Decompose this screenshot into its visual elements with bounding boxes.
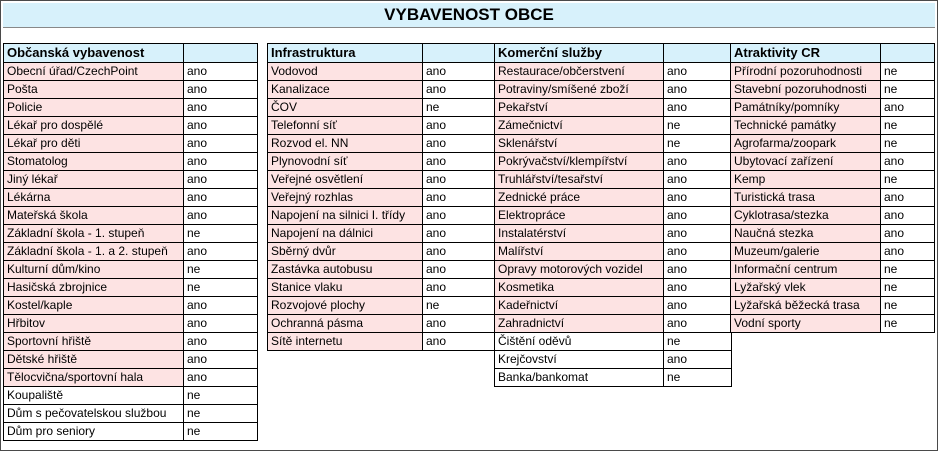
item-label-cell[interactable]: Napojení na silnici I. třídy — [268, 207, 423, 225]
item-value-cell[interactable]: ne — [184, 387, 258, 405]
item-value-cell[interactable]: ano — [184, 315, 258, 333]
table-row — [4, 225, 258, 243]
table-row — [731, 261, 935, 279]
item-value-cell[interactable]: ano — [184, 81, 258, 99]
item-value-cell[interactable]: ano — [184, 153, 258, 171]
item-label-cell[interactable]: Stanice vlaku — [268, 279, 423, 297]
item-value-cell[interactable]: ano — [664, 99, 732, 117]
section-header-value-cell[interactable] — [184, 44, 258, 63]
item-value-cell[interactable]: ano — [423, 81, 496, 99]
table-row — [268, 297, 496, 315]
table-row — [731, 297, 935, 315]
table-row — [4, 153, 258, 171]
table-row — [495, 243, 732, 261]
table-row — [731, 315, 935, 333]
table-row — [495, 369, 732, 387]
item-value-cell[interactable]: ano — [881, 207, 935, 225]
item-label-cell[interactable]: Koupaliště — [4, 387, 184, 405]
item-value-cell[interactable]: ne — [881, 81, 935, 99]
item-label-cell[interactable]: Zednické práce — [495, 189, 664, 207]
sheet-title: VYBAVENOST OBCE — [3, 3, 935, 28]
item-label-cell[interactable]: Sportovní hřiště — [4, 333, 184, 351]
item-label-cell[interactable]: Základní škola - 1. stupeň — [4, 225, 184, 243]
item-label-cell[interactable]: Telefonní síť — [268, 117, 423, 135]
table-row — [4, 423, 258, 441]
table-row — [268, 63, 496, 81]
table-row — [268, 279, 496, 297]
item-value-cell[interactable]: ano — [423, 171, 496, 189]
table-row — [268, 315, 496, 333]
item-value-cell[interactable]: ne — [184, 405, 258, 423]
table-row — [4, 315, 258, 333]
item-label-cell[interactable]: Policie — [4, 99, 184, 117]
item-label-cell[interactable]: Instalatérství — [495, 225, 664, 243]
table-row — [4, 297, 258, 315]
section-header-value-cell[interactable] — [423, 44, 496, 63]
table-row — [731, 225, 935, 243]
table-row — [495, 333, 732, 351]
item-value-cell[interactable]: ne — [881, 315, 935, 333]
section-header[interactable]: Občanská vybavenost — [4, 44, 184, 63]
item-label-cell[interactable]: Agrofarma/zoopark — [731, 135, 881, 153]
section-table — [3, 43, 258, 441]
item-value-cell[interactable]: ano — [423, 333, 496, 351]
item-label-cell[interactable]: Kemp — [731, 171, 881, 189]
table-row — [731, 63, 935, 81]
table-row — [495, 117, 732, 135]
item-value-cell[interactable]: ano — [664, 171, 732, 189]
item-label-cell[interactable]: Dům s pečovatelskou službou — [4, 405, 184, 423]
item-label-cell[interactable]: Pokrývačství/klempířství — [495, 153, 664, 171]
section-table — [730, 43, 935, 333]
item-value-cell[interactable]: ano — [423, 279, 496, 297]
table-row — [4, 351, 258, 369]
item-label-cell[interactable]: Pošta — [4, 81, 184, 99]
item-label-cell[interactable]: Turistická trasa — [731, 189, 881, 207]
item-label-cell[interactable]: Muzeum/galerie — [731, 243, 881, 261]
item-label-cell[interactable]: Banka/bankomat — [495, 369, 664, 387]
table-row — [495, 99, 732, 117]
item-value-cell[interactable]: ne — [664, 333, 732, 351]
item-value-cell[interactable]: ano — [881, 99, 935, 117]
section-header-row — [495, 44, 732, 63]
item-value-cell[interactable]: ne — [184, 279, 258, 297]
table-row — [495, 207, 732, 225]
table-row — [268, 171, 496, 189]
item-label-cell[interactable]: Hasičská zbrojnice — [4, 279, 184, 297]
table-row — [731, 279, 935, 297]
table-row — [731, 117, 935, 135]
item-value-cell[interactable]: ano — [184, 297, 258, 315]
table-row — [731, 171, 935, 189]
item-value-cell[interactable]: ano — [423, 315, 496, 333]
table-row — [4, 81, 258, 99]
table-row — [495, 279, 732, 297]
table-row — [268, 225, 496, 243]
item-value-cell[interactable]: ano — [184, 117, 258, 135]
item-label-cell[interactable]: Restaurace/občerstvení — [495, 63, 664, 81]
table-row — [731, 243, 935, 261]
table-row — [268, 135, 496, 153]
item-label-cell[interactable]: Veřejné osvětlení — [268, 171, 423, 189]
item-label-cell[interactable]: Ochranná pásma — [268, 315, 423, 333]
item-value-cell[interactable]: ano — [423, 243, 496, 261]
section-header-row — [731, 44, 935, 63]
item-value-cell[interactable]: ano — [184, 333, 258, 351]
item-label-cell[interactable]: Zámečnictví — [495, 117, 664, 135]
item-value-cell[interactable]: ano — [664, 63, 732, 81]
item-value-cell[interactable]: ne — [881, 63, 935, 81]
item-label-cell[interactable]: Technické památky — [731, 117, 881, 135]
item-label-cell[interactable]: Rozvojové plochy — [268, 297, 423, 315]
item-label-cell[interactable]: Lékárna — [4, 189, 184, 207]
item-label-cell[interactable]: Přírodní pozoruhodnosti — [731, 63, 881, 81]
table-row — [268, 189, 496, 207]
item-label-cell[interactable]: Ubytovací zařízení — [731, 153, 881, 171]
item-value-cell[interactable]: ne — [881, 171, 935, 189]
section-header[interactable]: Atraktivity CR — [731, 44, 881, 63]
item-value-cell[interactable]: ano — [423, 225, 496, 243]
item-value-cell[interactable]: ano — [881, 189, 935, 207]
item-label-cell[interactable]: Kulturní dům/kino — [4, 261, 184, 279]
item-label-cell[interactable]: Truhlářství/tesařství — [495, 171, 664, 189]
item-label-cell[interactable]: Kosmetika — [495, 279, 664, 297]
item-value-cell[interactable]: ano — [423, 261, 496, 279]
item-label-cell[interactable]: Pekařství — [495, 99, 664, 117]
table-row — [731, 99, 935, 117]
table-row — [731, 135, 935, 153]
table-row — [495, 153, 732, 171]
table-row — [495, 315, 732, 333]
item-value-cell[interactable]: ano — [184, 189, 258, 207]
item-label-cell[interactable]: Kostel/kaple — [4, 297, 184, 315]
section-atraktivity-cr — [730, 43, 935, 333]
table-row — [495, 261, 732, 279]
item-label-cell[interactable]: Mateřská škola — [4, 207, 184, 225]
table-row — [495, 81, 732, 99]
table-row — [495, 63, 732, 81]
table-row — [268, 243, 496, 261]
section-obcanska-vybavenost — [3, 43, 258, 441]
table-row — [4, 99, 258, 117]
table-row — [495, 225, 732, 243]
item-label-cell[interactable]: Opravy motorových vozidel — [495, 261, 664, 279]
item-label-cell[interactable]: Stomatolog — [4, 153, 184, 171]
table-row — [268, 261, 496, 279]
section-header-value-cell[interactable] — [664, 44, 732, 63]
item-value-cell[interactable]: ne — [881, 279, 935, 297]
item-label-cell[interactable]: Dům pro seniory — [4, 423, 184, 441]
item-value-cell[interactable]: ne — [881, 297, 935, 315]
item-value-cell[interactable]: ano — [881, 243, 935, 261]
item-label-cell[interactable]: Čištění oděvů — [495, 333, 664, 351]
item-value-cell[interactable]: ano — [881, 153, 935, 171]
item-value-cell[interactable]: ano — [184, 135, 258, 153]
item-value-cell[interactable]: ne — [423, 99, 496, 117]
section-header-value-cell[interactable] — [881, 44, 935, 63]
table-row — [4, 369, 258, 387]
item-label-cell[interactable]: Památníky/pomníky — [731, 99, 881, 117]
table-row — [4, 63, 258, 81]
item-value-cell[interactable]: ne — [664, 369, 732, 387]
table-row — [4, 261, 258, 279]
section-komercni-sluzby — [494, 43, 732, 387]
table-row — [268, 117, 496, 135]
table-row — [495, 135, 732, 153]
item-label-cell[interactable]: Informační centrum — [731, 261, 881, 279]
item-value-cell[interactable]: ano — [423, 189, 496, 207]
item-value-cell[interactable]: ano — [423, 153, 496, 171]
item-value-cell[interactable]: ano — [184, 171, 258, 189]
item-value-cell[interactable]: ano — [664, 189, 732, 207]
item-label-cell[interactable]: Plynovodní síť — [268, 153, 423, 171]
item-value-cell[interactable]: ano — [664, 279, 732, 297]
item-label-cell[interactable]: Zastávka autobusu — [268, 261, 423, 279]
item-value-cell[interactable]: ano — [664, 315, 732, 333]
table-row — [495, 297, 732, 315]
table-row — [268, 153, 496, 171]
item-label-cell[interactable]: Obecní úřad/CzechPoint — [4, 63, 184, 81]
table-row — [731, 153, 935, 171]
item-label-cell[interactable]: Krejčovství — [495, 351, 664, 369]
table-row — [4, 405, 258, 423]
table-row — [4, 243, 258, 261]
item-label-cell[interactable]: Hřbitov — [4, 315, 184, 333]
item-label-cell[interactable]: Lyžařská běžecká trasa — [731, 297, 881, 315]
item-label-cell[interactable]: Naučná stezka — [731, 225, 881, 243]
item-label-cell[interactable]: Cyklotrasa/stezka — [731, 207, 881, 225]
item-value-cell[interactable]: ano — [423, 63, 496, 81]
item-value-cell[interactable]: ano — [184, 369, 258, 387]
table-row — [4, 135, 258, 153]
table-row — [731, 189, 935, 207]
item-value-cell[interactable]: ne — [664, 117, 732, 135]
item-value-cell[interactable]: ano — [423, 135, 496, 153]
item-label-cell[interactable]: Kanalizace — [268, 81, 423, 99]
table-row — [4, 279, 258, 297]
item-value-cell[interactable]: ano — [664, 351, 732, 369]
item-value-cell[interactable]: ano — [881, 225, 935, 243]
table-row — [495, 171, 732, 189]
table-row — [4, 387, 258, 405]
item-label-cell[interactable]: Napojení na dálnici — [268, 225, 423, 243]
item-value-cell[interactable]: ano — [184, 351, 258, 369]
item-value-cell[interactable]: ano — [184, 63, 258, 81]
item-label-cell[interactable]: Potraviny/smíšené zboží — [495, 81, 664, 99]
item-label-cell[interactable]: Lékař pro děti — [4, 135, 184, 153]
section-infrastruktura — [267, 43, 496, 351]
section-table — [494, 43, 732, 387]
item-label-cell[interactable]: Vodovod — [268, 63, 423, 81]
item-value-cell[interactable]: ne — [184, 225, 258, 243]
item-label-cell[interactable]: Jiný lékař — [4, 171, 184, 189]
item-value-cell[interactable]: ne — [184, 261, 258, 279]
section-header[interactable]: Komerční služby — [495, 44, 664, 63]
item-value-cell[interactable]: ano — [664, 243, 732, 261]
item-value-cell[interactable]: ano — [664, 207, 732, 225]
item-label-cell[interactable]: Lyžařský vlek — [731, 279, 881, 297]
section-header-row — [268, 44, 496, 63]
item-value-cell[interactable]: ne — [881, 261, 935, 279]
item-label-cell[interactable]: Tělocvična/sportovní hala — [4, 369, 184, 387]
item-value-cell[interactable]: ano — [184, 207, 258, 225]
table-row — [495, 189, 732, 207]
item-label-cell[interactable]: ČOV — [268, 99, 423, 117]
item-value-cell[interactable]: ano — [664, 153, 732, 171]
table-row — [731, 81, 935, 99]
item-label-cell[interactable]: Lékař pro dospělé — [4, 117, 184, 135]
item-value-cell[interactable]: ano — [184, 99, 258, 117]
section-header-row — [4, 44, 258, 63]
table-row — [4, 189, 258, 207]
item-label-cell[interactable]: Stavební pozoruhodnosti — [731, 81, 881, 99]
table-row — [268, 81, 496, 99]
table-row — [4, 171, 258, 189]
item-label-cell[interactable]: Zahradnictví — [495, 315, 664, 333]
item-value-cell[interactable]: ano — [423, 117, 496, 135]
item-label-cell[interactable]: Sítě internetu — [268, 333, 423, 351]
table-row — [495, 351, 732, 369]
item-label-cell[interactable]: Dětské hřiště — [4, 351, 184, 369]
item-value-cell[interactable]: ne — [664, 135, 732, 153]
item-value-cell[interactable]: ne — [881, 135, 935, 153]
item-label-cell[interactable]: Veřejný rozhlas — [268, 189, 423, 207]
table-row — [4, 333, 258, 351]
item-value-cell[interactable]: ano — [423, 207, 496, 225]
item-label-cell[interactable]: Malířství — [495, 243, 664, 261]
item-label-cell[interactable]: Elektropráce — [495, 207, 664, 225]
item-value-cell[interactable]: ano — [664, 225, 732, 243]
item-value-cell[interactable]: ne — [423, 297, 496, 315]
table-row — [268, 333, 496, 351]
table-row — [4, 207, 258, 225]
item-label-cell[interactable]: Sběrný dvůr — [268, 243, 423, 261]
table-row — [4, 117, 258, 135]
section-table — [267, 43, 496, 351]
table-row — [731, 207, 935, 225]
item-value-cell[interactable]: ano — [184, 243, 258, 261]
table-row — [268, 99, 496, 117]
section-header[interactable]: Infrastruktura — [268, 44, 423, 63]
item-label-cell[interactable]: Kadeřnictví — [495, 297, 664, 315]
item-label-cell[interactable]: Sklenářství — [495, 135, 664, 153]
item-value-cell[interactable]: ano — [664, 261, 732, 279]
table-row — [268, 207, 496, 225]
item-label-cell[interactable]: Základní škola - 1. a 2. stupeň — [4, 243, 184, 261]
item-label-cell[interactable]: Vodní sporty — [731, 315, 881, 333]
item-value-cell[interactable]: ano — [664, 81, 732, 99]
item-label-cell[interactable]: Rozvod el. NN — [268, 135, 423, 153]
item-value-cell[interactable]: ano — [664, 297, 732, 315]
item-value-cell[interactable]: ne — [881, 117, 935, 135]
item-value-cell[interactable]: ne — [184, 423, 258, 441]
